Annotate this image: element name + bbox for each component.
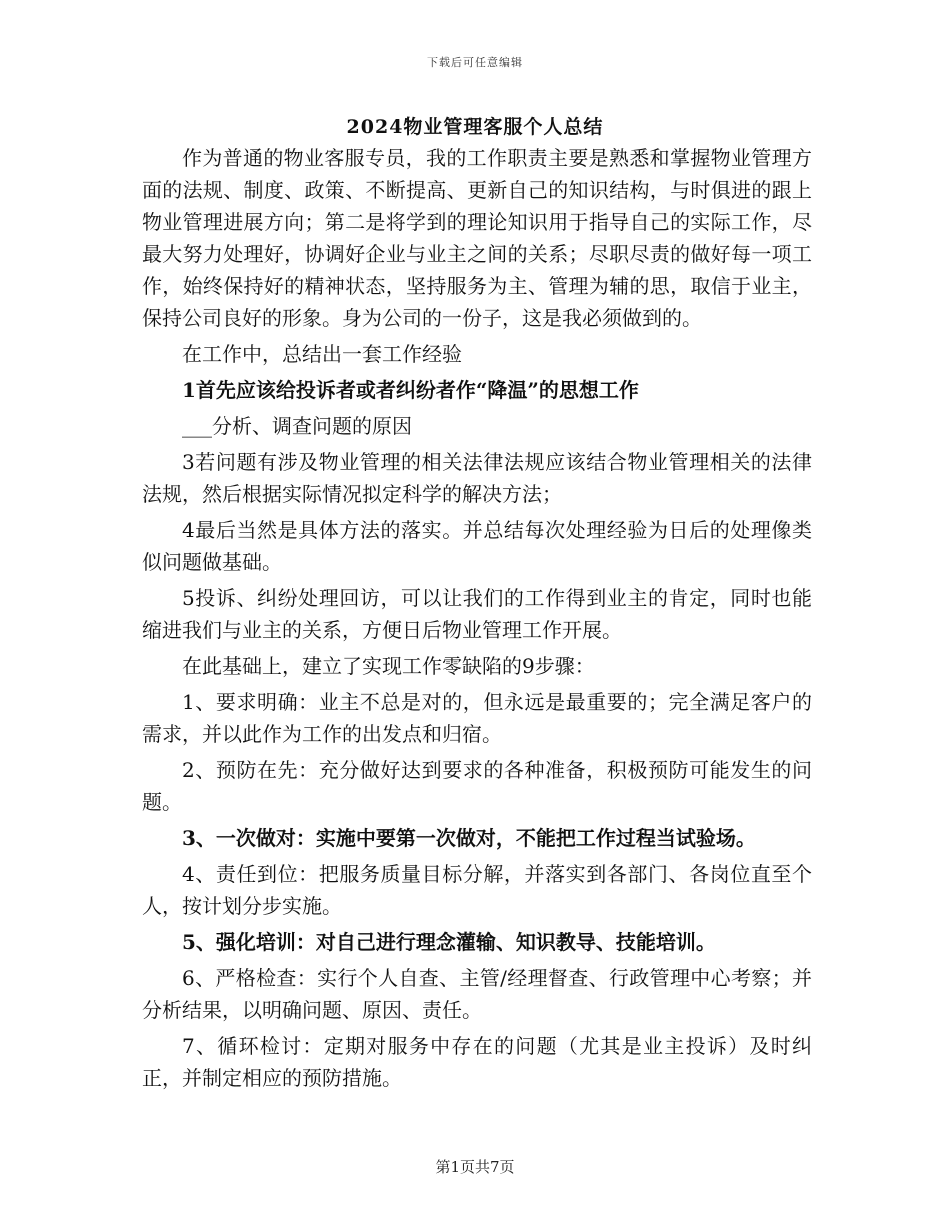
body-paragraph: 7、循环检讨：定期对服务中存在的问题（尤其是业主投诉）及时纠正，并制定相应的预防措施。 [142, 1034, 812, 1090]
body-paragraph: 3、一次做对：实施中要第一次做对，不能把工作过程当试验场。 [182, 826, 756, 850]
body-paragraph: 在此基础上，建立了实现工作零缺陷的9步骤： [182, 654, 595, 678]
body-paragraph: ___分析、调查问题的原因 [182, 414, 412, 438]
page-header-note: 下载后可任意编辑 [427, 56, 523, 69]
body-paragraph: 5投诉、纠纷处理回访，可以让我们的工作得到业主的肯定，同时也能缩进我们与业主的关系，方便日后物业管理工作开展。 [142, 586, 812, 642]
body-paragraph: 6、严格检查：实行个人自查、主管/经理督查、行政管理中心考察；并分析结果，以明确问题、原因、责任。 [142, 966, 812, 1022]
body-paragraph: 在工作中，总结出一套工作经验 [182, 342, 462, 366]
body-paragraph: 2、预防在先：充分做好达到要求的各种准备，积极预防可能发生的问题。 [142, 758, 812, 814]
body-paragraph: 1、要求明确：业主不总是对的，但永远是最重要的；完全满足客户的需求，并以此作为工作的出发点和归宿。 [142, 690, 812, 746]
body-paragraph: 3若问题有涉及物业管理的相关法律法规应该结合物业管理相关的法律法规，然后根据实际情况拟定科学的解决方法； [142, 450, 812, 506]
document-body [142, 142, 812, 1098]
document-title: 2024物业管理客服个人总结 [346, 116, 604, 138]
page-footer: 第1页共7页 [435, 1158, 515, 1176]
body-paragraph: 5、强化培训：对自己进行理念灌输、知识教导、技能培训。 [182, 930, 716, 954]
body-paragraph: 4最后当然是具体方法的落实。并总结每次处理经验为日后的处理像类似问题做基础。 [142, 518, 812, 574]
body-paragraph: 1首先应该给投诉者或者纠纷者作“降温”的思想工作 [182, 378, 639, 402]
body-paragraph: 4、责任到位：把服务质量目标分解，并落实到各部门、各岗位直至个人，按计划分步实施。 [142, 862, 812, 918]
body-paragraph: 作为普通的物业客服专员，我的工作职责主要是熟悉和掌握物业管理方面的法规、制度、政策、不断提高、更新自己的知识结构，与时俱进的跟上物业管理进展方向；第二是将学到的理论知识用于指导自己的实际工作，尽最大努力处理好，协调好企业与业主之间的关系；尽职尽责的做好每一项工作，始终保持好的精神状态，坚持服务为主、管理为辅的思，取信于业主，保持公司良好的形象。身为公司的一份子，这是我必须做到的。 [142, 146, 812, 330]
